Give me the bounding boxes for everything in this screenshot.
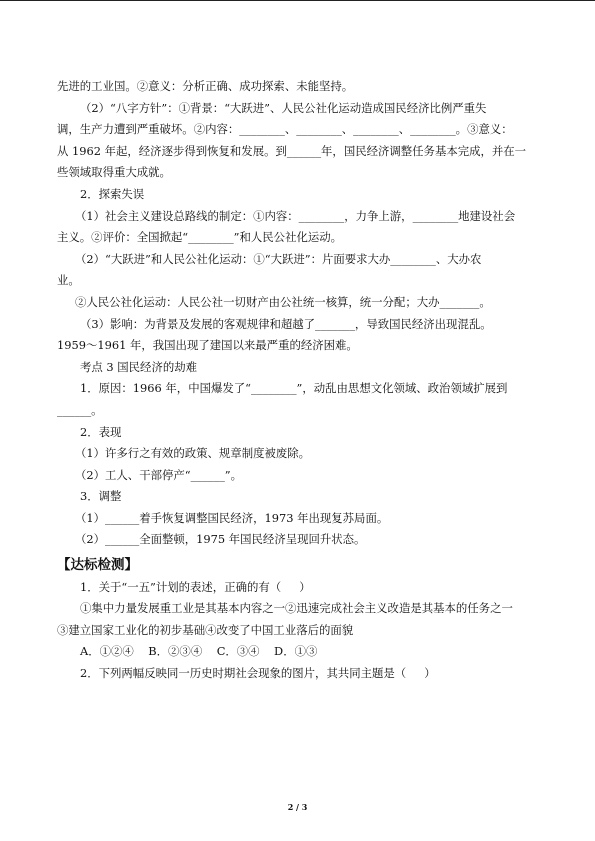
text-line: 2．表现: [80, 424, 122, 439]
top-border: [0, 0, 595, 1]
section-title: 【达标检测】: [57, 557, 138, 574]
text-line: （3）影响：为背景及发展的客观规律和超越了_______，导致国民经济出现混乱。: [80, 316, 492, 331]
text-line: （2）“八字方针”：①背景：“大跃进”、人民公社化运动造成国民经济比例严重失: [80, 100, 487, 115]
question-line: 2．下列两幅反映同一历史时期社会现象的图片，其共同主题是（ ）: [80, 666, 436, 681]
text-line: （1）社会主义建设总路线的制定：①内容：________，力争上游，________地建设社会: [75, 208, 516, 223]
text-line: （1）______着手恢复调整国民经济，1973 年出现复苏局面。: [75, 510, 389, 525]
text-line: 从 1962 年起，经济逐步得到恢复和发展。到______年，国民经济调整任务基本完成，并在一: [57, 143, 527, 158]
text-line: ______。: [57, 402, 103, 417]
text-line: （2）______全面整顿，1975 年国民经济呈现回升状态。: [75, 532, 366, 547]
text-line: 1959～1961 年，我国出现了建国以来最严重的经济困难。: [57, 338, 358, 353]
text-line: 调，生产力遭到严重破坏。②内容：________、________、________、________。③意义：: [57, 122, 513, 137]
page-number: 2 / 3: [287, 802, 308, 812]
question-line: 1．关于“一五”计划的表述，正确的有（ ）: [80, 579, 311, 594]
answer-options: A．①②④ B．②③④ C．③④ D．①③: [80, 644, 318, 659]
document-body: [57, 76, 545, 685]
text-line: 1．原因：1966 年，中国爆发了“________”，动乱由思想文化领域、政治领域扩展到: [80, 381, 508, 396]
text-line: ②人民公社化运动：人民公社一切财产由公社统一核算，统一分配；大办_______。: [75, 294, 491, 309]
question-line: ①集中力量发展重工业是其基本内容之一②迅速完成社会主义改造是其基本的任务之一: [80, 601, 513, 616]
text-line: 2．探索失误: [80, 186, 145, 201]
text-line: （1）许多行之有效的政策、规章制度被废除。: [75, 446, 311, 461]
text-line: （2）“大跃进”和人民公社化运动：①“大跃进”：片面要求大办________、大办农: [75, 251, 482, 266]
text-line: 先进的工业国。②意义：分析正确、成功探索、未能坚持。: [57, 79, 354, 93]
text-line: 业。: [57, 273, 80, 288]
text-line: 主义。②评价：全国掀起“________”和人民公社化运动。: [57, 230, 343, 245]
text-line: 些领域取得重大成就。: [57, 165, 171, 180]
question-line: ③建立国家工业化的初步基础④改变了中国工业落后的面貌: [57, 622, 354, 637]
subsection-heading: 考点 3 国民经济的劫难: [80, 359, 198, 374]
text-line: （2）工人、干部停产“______”。: [75, 467, 242, 482]
text-line: 3．调整: [80, 489, 122, 504]
